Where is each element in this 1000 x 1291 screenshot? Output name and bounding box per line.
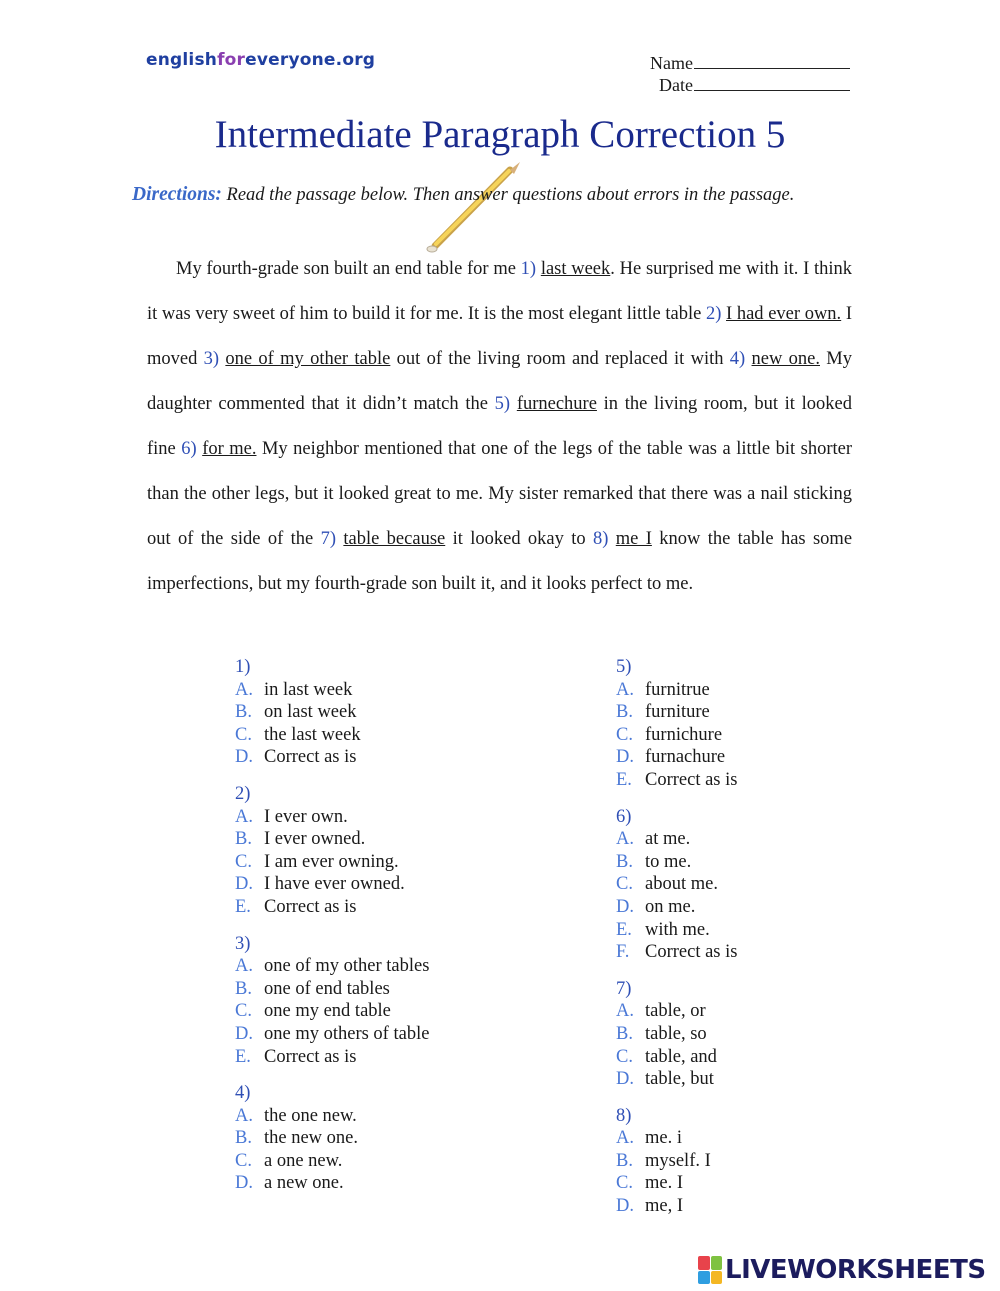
questions-left-column bbox=[235, 656, 429, 1209]
page-title: Intermediate Paragraph Correction 5 bbox=[214, 113, 786, 156]
question-group bbox=[235, 1082, 429, 1195]
option-text: I ever owned. bbox=[264, 829, 366, 850]
logo-square bbox=[698, 1256, 710, 1270]
questions-right-column bbox=[616, 656, 737, 1232]
answer-option[interactable] bbox=[616, 1127, 737, 1150]
blank-number: 2) bbox=[705, 304, 722, 324]
answer-option[interactable] bbox=[616, 701, 737, 724]
option-letter: F. bbox=[616, 942, 630, 963]
answer-option[interactable] bbox=[616, 724, 737, 747]
blank-number: 4) bbox=[729, 349, 746, 369]
option-text: on last week bbox=[264, 702, 357, 723]
blank-number: 5) bbox=[494, 394, 511, 414]
option-letter: C. bbox=[235, 724, 252, 745]
option-text: to me. bbox=[645, 851, 692, 872]
option-text: table, or bbox=[645, 1001, 706, 1022]
option-letter: E. bbox=[235, 896, 251, 917]
option-letter: D. bbox=[235, 747, 253, 768]
logo-square bbox=[698, 1271, 710, 1285]
option-text: a one new. bbox=[264, 1150, 343, 1171]
option-letter: B. bbox=[616, 1150, 633, 1171]
option-text: a new one. bbox=[264, 1173, 344, 1194]
question-group bbox=[235, 783, 429, 919]
option-text: me, I bbox=[645, 1196, 684, 1217]
question-group bbox=[616, 806, 737, 964]
blank-number: 7) bbox=[320, 529, 337, 549]
option-letter: D. bbox=[235, 1173, 253, 1194]
option-letter: A. bbox=[616, 1001, 634, 1022]
option-text: Correct as is bbox=[264, 747, 357, 768]
option-letter: D. bbox=[616, 1196, 634, 1217]
underlined-error: for me. bbox=[202, 439, 257, 459]
option-letter: D. bbox=[235, 874, 253, 895]
answer-option[interactable] bbox=[616, 941, 737, 964]
blank-number: 6) bbox=[181, 439, 197, 459]
liveworksheets-logo bbox=[698, 1255, 986, 1285]
answer-option[interactable] bbox=[616, 769, 737, 792]
option-letter: E. bbox=[616, 919, 632, 940]
option-text: furnitrue bbox=[645, 679, 710, 700]
answer-option[interactable] bbox=[235, 806, 429, 829]
option-letter: C. bbox=[616, 1173, 633, 1194]
answer-option[interactable] bbox=[235, 1172, 429, 1195]
option-text: I ever own. bbox=[264, 806, 348, 827]
answer-option[interactable] bbox=[616, 746, 737, 769]
answer-option[interactable] bbox=[616, 1068, 737, 1091]
question-number: 5) bbox=[616, 657, 632, 677]
answer-option[interactable] bbox=[616, 1023, 737, 1046]
option-text: at me. bbox=[645, 829, 691, 850]
date-field[interactable]: Date bbox=[600, 74, 860, 96]
answer-option[interactable] bbox=[616, 1195, 737, 1218]
option-letter: B. bbox=[235, 829, 252, 850]
question-group bbox=[235, 933, 429, 1069]
answer-option[interactable] bbox=[616, 679, 737, 702]
underlined-error: new one. bbox=[751, 349, 820, 369]
logo-square bbox=[711, 1271, 723, 1285]
option-text: one of my other tables bbox=[264, 956, 430, 977]
question-group bbox=[616, 978, 737, 1091]
option-letter: E. bbox=[235, 1046, 251, 1067]
option-letter: E. bbox=[616, 769, 632, 790]
question-number: 4) bbox=[235, 1083, 251, 1104]
option-text: me. i bbox=[645, 1128, 682, 1149]
question-number: 1) bbox=[235, 657, 251, 677]
name-date-fields bbox=[600, 52, 860, 96]
answer-option[interactable] bbox=[235, 746, 429, 769]
directions-text: Read the passage below. Then answer questions about errors in the passage. bbox=[226, 185, 795, 205]
answer-option[interactable] bbox=[235, 955, 429, 978]
option-letter: C. bbox=[235, 851, 252, 872]
option-letter: C. bbox=[235, 1150, 252, 1171]
option-text: table, so bbox=[645, 1023, 707, 1044]
option-letter: B. bbox=[616, 702, 633, 723]
option-letter: C. bbox=[616, 874, 633, 895]
option-letter: A. bbox=[235, 1105, 253, 1126]
underlined-error: I had ever own. bbox=[726, 304, 842, 324]
answer-option[interactable] bbox=[235, 1023, 429, 1046]
answer-option[interactable] bbox=[616, 896, 737, 919]
option-letter: A. bbox=[616, 1128, 634, 1149]
option-text: Correct as is bbox=[645, 942, 738, 963]
option-letter: A. bbox=[235, 679, 253, 700]
option-text: with me. bbox=[645, 919, 710, 940]
answer-option[interactable] bbox=[235, 679, 429, 702]
pencil-icon bbox=[420, 158, 530, 258]
option-letter: B. bbox=[616, 1023, 633, 1044]
option-text: furnichure bbox=[645, 724, 723, 745]
blank-number: 3) bbox=[203, 349, 220, 369]
question-group bbox=[616, 1105, 737, 1218]
answer-option[interactable] bbox=[616, 851, 737, 874]
answer-option[interactable] bbox=[235, 896, 429, 919]
answer-option[interactable] bbox=[616, 828, 737, 851]
question-number: 6) bbox=[616, 806, 632, 827]
option-text: I am ever owning. bbox=[264, 851, 399, 872]
question-number: 8) bbox=[616, 1105, 632, 1126]
option-text: the last week bbox=[264, 724, 361, 745]
option-letter: A. bbox=[616, 829, 634, 850]
answer-option[interactable] bbox=[235, 1127, 429, 1150]
option-text: one of end tables bbox=[264, 978, 390, 999]
answer-option[interactable] bbox=[616, 1000, 737, 1023]
answer-option[interactable] bbox=[616, 1172, 737, 1195]
underlined-error: me I bbox=[615, 529, 652, 549]
option-text: Correct as is bbox=[264, 1046, 357, 1067]
answer-option[interactable] bbox=[616, 1046, 737, 1069]
option-letter: C. bbox=[235, 1001, 252, 1022]
option-text: me. I bbox=[645, 1173, 684, 1194]
option-text: table, and bbox=[645, 1046, 717, 1067]
option-letter: B. bbox=[235, 978, 252, 999]
answer-option[interactable] bbox=[616, 873, 737, 896]
passage: My fourth-grade son built an end table for me 1) last week. He surprised me with it. I think it was very sweet of him to build it for me. It is the most elegant little table 2) I had ever own. I moved 3) one of my other table out of the living room and replaced it with 4) new one. My daughter commented that it didn’t match the 5) furnechure in the living room, but it looked fine 6) for me. My neighbor mentioned that one of the legs of the table was a little bit shorter than the other legs, but it looked great to me. My sister remarked that there was a nail sticking out of the side of the 7) table because it looked okay to 8) me I know the table has some imperfections, but my fourth-grade son built it, and it looks perfect to me. bbox=[147, 259, 853, 594]
answer-option[interactable] bbox=[235, 1046, 429, 1069]
answer-option[interactable] bbox=[235, 851, 429, 874]
logo-square bbox=[711, 1256, 723, 1270]
option-text: the one new. bbox=[264, 1105, 357, 1126]
option-letter: B. bbox=[616, 851, 633, 872]
directions bbox=[132, 184, 794, 206]
site-logo: englishforeveryone.org bbox=[146, 50, 376, 70]
option-letter: D. bbox=[616, 1069, 634, 1090]
underlined-error: one of my other table bbox=[225, 349, 391, 369]
liveworksheets-logo-text: LIVEWORKSHEETS bbox=[725, 1255, 986, 1285]
option-letter: A. bbox=[235, 956, 253, 977]
option-letter: C. bbox=[616, 1046, 633, 1067]
option-text: in last week bbox=[264, 679, 353, 700]
directions-label: Directions: bbox=[132, 184, 222, 205]
option-text: one my end table bbox=[264, 1001, 391, 1022]
blank-number: 8) bbox=[592, 529, 609, 549]
blank-number: 1) bbox=[520, 259, 537, 279]
option-text: one my others of table bbox=[264, 1023, 430, 1044]
option-letter: D. bbox=[616, 896, 634, 917]
liveworksheets-logo-icon bbox=[698, 1256, 722, 1284]
answer-option[interactable] bbox=[235, 828, 429, 851]
answer-option[interactable] bbox=[235, 1105, 429, 1128]
option-text: I have ever owned. bbox=[264, 874, 405, 895]
answer-option[interactable] bbox=[235, 724, 429, 747]
option-text: Correct as is bbox=[645, 769, 738, 790]
option-letter: A. bbox=[235, 806, 253, 827]
question-number: 2) bbox=[235, 783, 251, 804]
option-text: on me. bbox=[645, 896, 696, 917]
question-group bbox=[616, 656, 737, 792]
option-letter: B. bbox=[235, 1128, 252, 1149]
question-number: 3) bbox=[235, 933, 251, 954]
answer-option[interactable] bbox=[235, 873, 429, 896]
underlined-error: furnechure bbox=[516, 394, 597, 414]
underlined-error: last week bbox=[540, 259, 611, 279]
option-letter: A. bbox=[616, 679, 634, 700]
option-text: the new one. bbox=[264, 1128, 359, 1149]
answer-option[interactable] bbox=[235, 701, 429, 724]
option-letter: B. bbox=[235, 702, 252, 723]
answer-option[interactable] bbox=[235, 1000, 429, 1023]
option-text: furniture bbox=[645, 702, 710, 723]
question-number: 7) bbox=[616, 978, 632, 999]
answer-option[interactable] bbox=[616, 919, 737, 942]
name-field[interactable]: Name bbox=[600, 52, 860, 74]
option-letter: D. bbox=[235, 1023, 253, 1044]
option-text: furnachure bbox=[645, 747, 726, 768]
answer-option[interactable] bbox=[235, 1150, 429, 1173]
answer-option[interactable] bbox=[235, 978, 429, 1001]
answer-option[interactable] bbox=[616, 1150, 737, 1173]
question-group bbox=[235, 656, 429, 769]
option-letter: C. bbox=[616, 724, 633, 745]
option-text: myself. I bbox=[645, 1150, 711, 1171]
option-text: table, but bbox=[645, 1069, 714, 1090]
option-letter: D. bbox=[616, 747, 634, 768]
option-text: Correct as is bbox=[264, 896, 357, 917]
underlined-error: table because bbox=[343, 529, 446, 549]
option-text: about me. bbox=[645, 874, 718, 895]
